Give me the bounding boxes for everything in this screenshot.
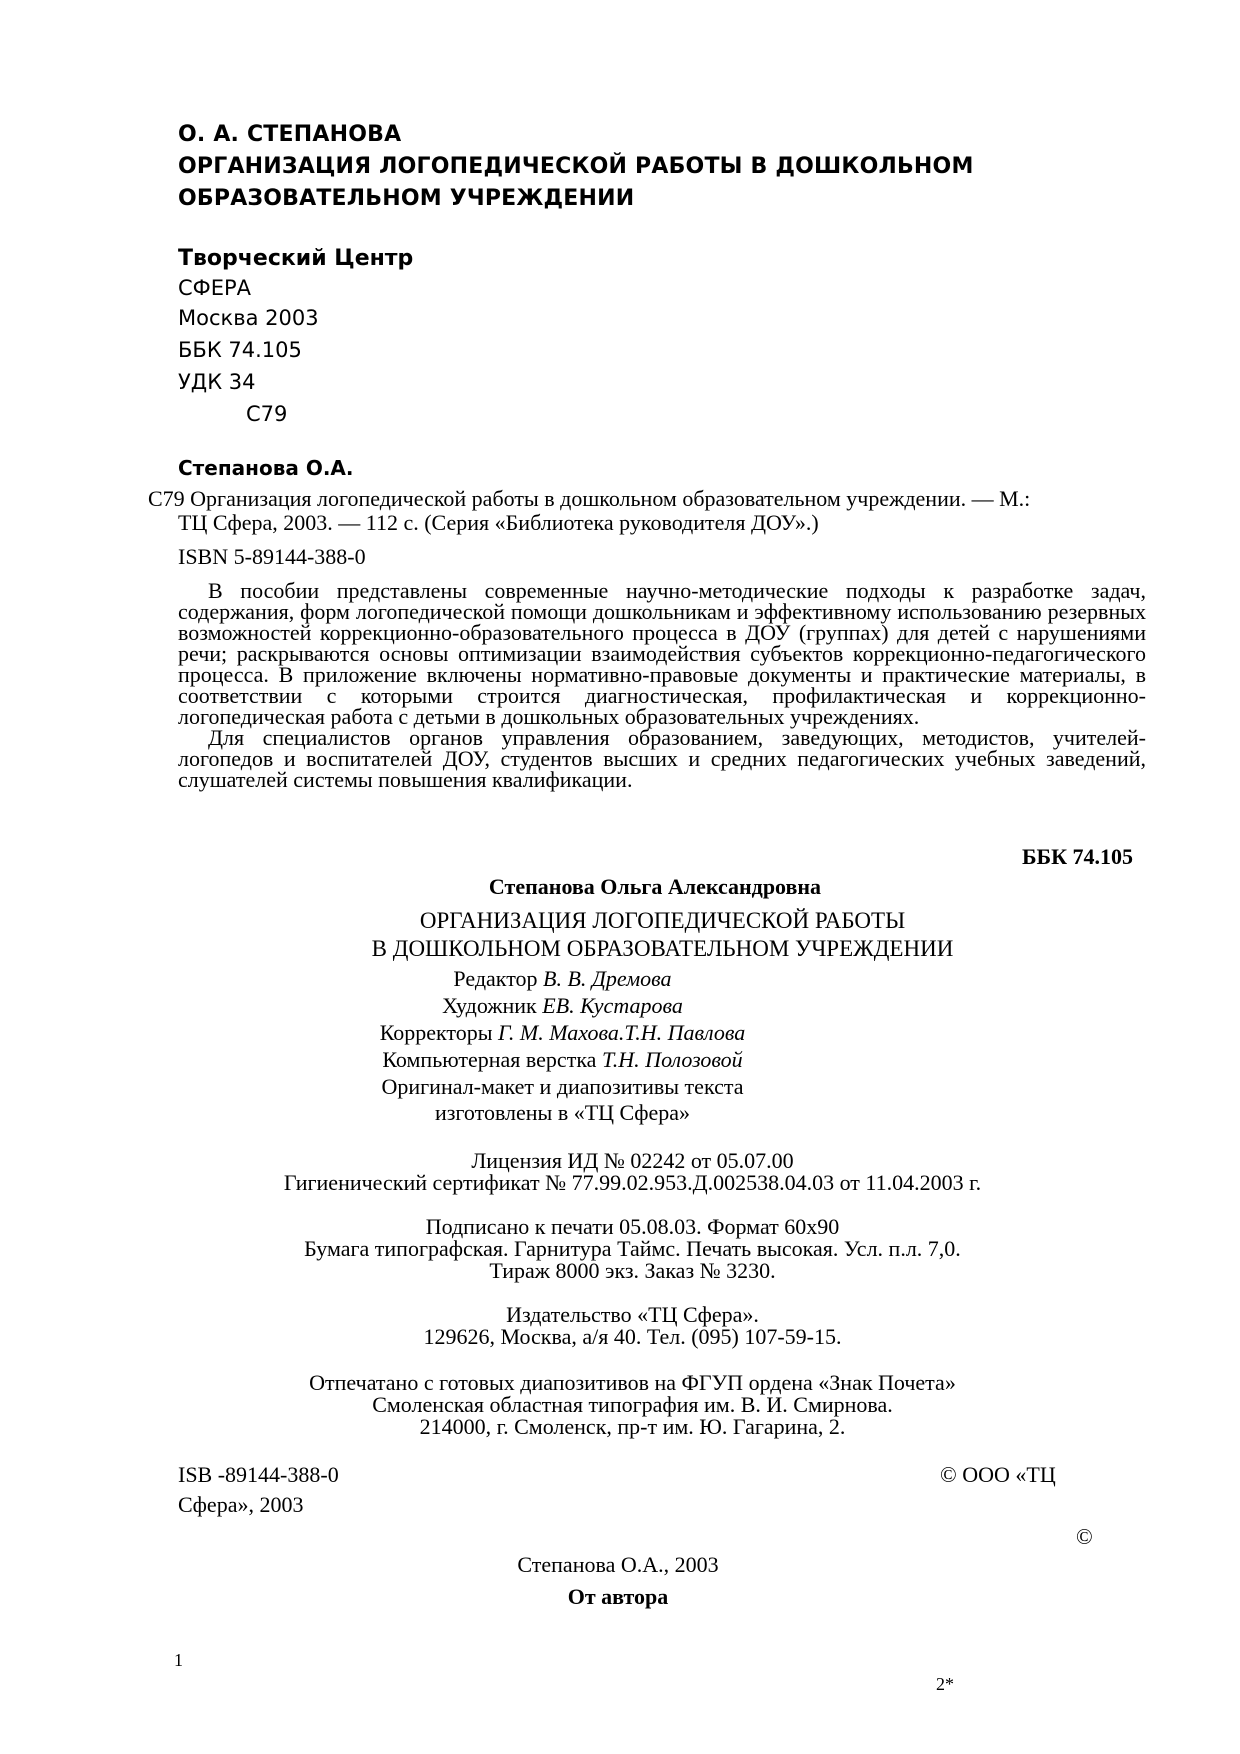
license-line1: Лицензия ИД № 02242 от 05.07.00 bbox=[471, 1148, 794, 1173]
correctors-names: Г. М. Махова.Т.Н. Павлова bbox=[498, 1020, 746, 1045]
editor-name: В. В. Дремова bbox=[543, 966, 672, 991]
imprint-correctors bbox=[0, 1020, 1125, 1046]
biblio-author: Степанова О.А. bbox=[178, 456, 354, 480]
abstract-paragraph-1: В пособии представлены современные научно-методические подходы к разработке задач, содержания, форм логопедической помощи дошкольникам и эффективному использованию резервных возможностей коррекционно-образовательного процесса в ДОУ (группах) для детей с нарушениями речи; раскрываются основы оптимизации взаимодействия субъектов коррекционно-педагогического процесса. В приложение включены нормативно-правовые документы и практические материалы, в соответствии с которыми строится диагностическая, профилактическая и коррекционно-логопедическая работа с детьми в дошкольных образовательных учреждениях. bbox=[178, 578, 1146, 729]
catalog-code: С79 bbox=[246, 402, 288, 426]
copyright-mark: © bbox=[1076, 1524, 1093, 1549]
copyright-sphere-a: © ООО «ТЦ bbox=[940, 1462, 1056, 1487]
license-line2: Гигиенический сертификат № 77.99.02.953.Д.002538.04.03 от 11.04.2003 г. bbox=[283, 1170, 982, 1195]
page-number: 1 bbox=[174, 1650, 183, 1670]
imprint-artist bbox=[0, 993, 1125, 1019]
printed-line1: Отпечатано с готовых диапозитивов на ФГУП ордена «Знак Почета» bbox=[309, 1370, 956, 1395]
printed-line2: Смоленская областная типография им. В. И. Смирнова. bbox=[372, 1392, 893, 1417]
print-line2: Бумага типографская. Гарнитура Таймс. Печать высокая. Усл. п.л. 7,0. bbox=[304, 1236, 961, 1261]
publisher-name: Творческий Центр bbox=[178, 246, 414, 271]
imprint-layout bbox=[0, 1047, 1125, 1073]
bbk-right: ББК 74.105 bbox=[1022, 844, 1134, 869]
imprint-full-name: Степанова Ольга Александровна bbox=[488, 874, 822, 899]
biblio-line2: ТЦ Сфера, 2003. — 112 с. (Серия «Библиотека руководителя ДОУ».) bbox=[178, 510, 819, 535]
abstract bbox=[178, 580, 1146, 790]
imprint-original-line1: Оригинал-макет и диапозитивы текста bbox=[381, 1074, 744, 1099]
artist-name: ЕВ. Кустарова bbox=[542, 993, 683, 1018]
book-title-line2: ОБРАЗОВАТЕЛЬНОМ УЧРЕЖДЕНИИ bbox=[178, 186, 635, 211]
biblio-isbn: ISBN 5-89144-388-0 bbox=[178, 544, 366, 569]
biblio-line1: С79 Организация логопедической работы в дошкольном образовательном учреждении. — М.: bbox=[148, 486, 1031, 511]
imprint-title-line1: ОРГАНИЗАЦИЯ ЛОГОПЕДИЧЕСКОЙ РАБОТЫ bbox=[419, 908, 906, 933]
copyright-sphere-b: Сфера», 2003 bbox=[178, 1492, 304, 1517]
imprint-original-line2: изготовлены в «ТЦ Сфера» bbox=[434, 1100, 691, 1125]
publisher-address-line2: 129626, Москва, а/я 40. Тел. (095) 107-59-15. bbox=[423, 1324, 842, 1349]
publisher-brand: СФЕРА bbox=[178, 276, 252, 300]
correctors-label: Корректоры bbox=[379, 1020, 493, 1045]
imprint-title-line2: В ДОШКОЛЬНОМ ОБРАЗОВАТЕЛЬНОМ УЧРЕЖДЕНИИ bbox=[371, 936, 954, 961]
imprint-editor bbox=[0, 966, 1125, 992]
print-line1: Подписано к печати 05.08.03. Формат 60x90 bbox=[425, 1214, 840, 1239]
sheet-mark: 2* bbox=[936, 1674, 954, 1694]
print-line3: Тираж 8000 экз. Заказ № 3230. bbox=[489, 1258, 776, 1283]
artist-label: Художник bbox=[442, 993, 537, 1018]
publisher-city-year: Москва 2003 bbox=[178, 306, 319, 330]
footer-isbn: ISB -89144-388-0 bbox=[178, 1462, 339, 1487]
layout-name: Т.Н. Полозовой bbox=[601, 1047, 743, 1072]
copyright-author: Степанова О.А., 2003 bbox=[517, 1552, 719, 1577]
bbk-code: ББК 74.105 bbox=[178, 338, 302, 362]
printed-line3: 214000, г. Смоленск, пр-т им. Ю. Гагарина, 2. bbox=[419, 1414, 846, 1439]
udk-code: УДК 34 bbox=[178, 370, 256, 394]
editor-label: Редактор bbox=[453, 966, 538, 991]
publisher-address-line1: Издательство «ТЦ Сфера». bbox=[506, 1302, 759, 1327]
from-author-heading: От автора bbox=[567, 1584, 669, 1609]
abstract-paragraph-2: Для специалистов органов управления образованием, заведующих, методистов, учителей-логопедов и воспитателей ДОУ, студентов высших и средних педагогических учебных заведений, слушателей системы повышения квалификации. bbox=[178, 725, 1146, 792]
book-author: О. А. СТЕПАНОВА bbox=[178, 122, 402, 147]
book-title-line1: ОРГАНИЗАЦИЯ ЛОГОПЕДИЧЕСКОЙ РАБОТЫ В ДОШКОЛЬНОМ bbox=[178, 154, 974, 179]
layout-label: Компьютерная верстка bbox=[382, 1047, 597, 1072]
